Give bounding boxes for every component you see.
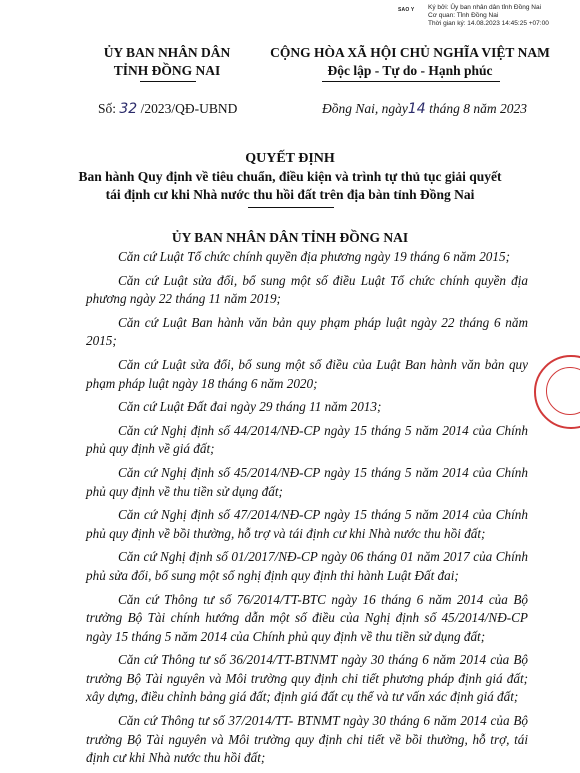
date-suffix: tháng 8 năm 2023	[429, 101, 527, 116]
handwritten-number: 32	[119, 101, 138, 117]
legal-basis-item: Căn cứ Thông tư số 37/2014/TT- BTNMT ngày 30 tháng 6 năm 2014 của Bộ trưởng Bộ Tài nguyên và Môi trường quy định chi tiết về bồi thường, hỗ trợ, tái định cư khi Nhà nước thu hồi đất;	[86, 713, 528, 766]
motto: Độc lập - Tự do - Hạnh phúc	[327, 63, 493, 78]
legal-basis-item: Căn cứ Luật sửa đổi, bổ sung một số điều Luật Tổ chức chính quyền địa phương ngày 22 tháng 11 năm 2019;	[86, 272, 528, 307]
legal-basis-item: Căn cứ Thông tư số 36/2014/TT-BTNMT ngày 30 tháng 6 năm 2014 của Bộ trưởng Bộ Tài nguyên và Môi trường quy định chi tiết phương pháp định giá đất; xây dựng, điều chỉnh bảng giá đất; định giá đất cụ thể và tư vấn xác định giá đất;	[86, 652, 528, 705]
issuing-authority	[92, 44, 242, 80]
signature-time: Thời gian ký: 14.08.2023 14:45:25 +07:00	[428, 20, 549, 27]
copy-label: SAO Y	[398, 7, 415, 13]
subtitle-line-2: tái định cư khi Nhà nước thu hồi đất trên địa bàn tỉnh Đồng Nai	[105, 187, 475, 202]
legal-basis-item: Căn cứ Nghị định số 01/2017/NĐ-CP ngày 06 tháng 01 năm 2017 của Chính phủ sửa đổi, bổ sung một số nghị định quy định thi hành Luật Đất đai;	[86, 549, 528, 583]
legal-basis-item: Căn cứ Luật Đất đai ngày 29 tháng 11 năm 2013;	[118, 399, 382, 415]
country-name: CỘNG HÒA XÃ HỘI CHỦ NGHĨA VIỆT NAM	[270, 45, 550, 60]
signature-signer: Ký bởi: Ủy ban nhân dân tỉnh Đồng Nai	[428, 4, 542, 11]
national-motto	[250, 44, 570, 80]
issuing-body-heading: ỦY BAN NHÂN DÂN TỈNH ĐỒNG NAI	[171, 230, 409, 245]
date-prefix: Đồng Nai, ngày	[322, 101, 408, 116]
handwritten-day: 14	[407, 101, 426, 117]
red-seal-stamp	[534, 355, 580, 429]
document-date	[322, 101, 527, 117]
digital-signature-block	[398, 4, 578, 28]
authority-line-2: TỈNH ĐỒNG NAI	[113, 63, 221, 78]
authority-line-1: ỦY BAN NHÂN DÂN	[103, 45, 231, 60]
document-header	[0, 44, 580, 84]
authority-underline	[140, 81, 196, 82]
subtitle-line-1: Ban hành Quy định về tiêu chuẩn, điều kiện và trình tự thủ tục giải quyết	[78, 169, 502, 184]
document-title: QUYẾT ĐỊNH	[245, 151, 335, 166]
legal-basis-item: Căn cứ Luật sửa đổi, bổ sung một số điều của Luật Ban hành văn bản quy phạm pháp luật ngày 18 tháng 6 năm 2020;	[86, 356, 528, 391]
legal-basis-item: Căn cứ Nghị định số 47/2014/NĐ-CP ngày 15 tháng 5 năm 2014 của Chính phủ quy định về bồi thường, hỗ trợ và tái định cư khi Nhà nước thu hồi đất;	[86, 507, 528, 541]
subtitle-underline	[248, 207, 334, 208]
motto-underline	[322, 81, 500, 82]
signature-agency: Cơ quan: Tỉnh Đồng Nai	[428, 12, 499, 19]
document-subtitle	[60, 168, 520, 204]
legal-basis-item: Căn cứ Thông tư số 76/2014/TT-BTC ngày 16 tháng 6 năm 2014 của Bộ trưởng Bộ Tài chính hướng dẫn một số điều của Nghị định số 45/2014/NĐ-CP ngày 15 tháng 5 năm 2014 của Chính phủ quy định về thu tiền sử dụng đất;	[86, 591, 528, 644]
legal-basis-item: Căn cứ Luật Tổ chức chính quyền địa phương ngày 19 tháng 6 năm 2015;	[118, 249, 510, 264]
legal-basis-item: Căn cứ Nghị định số 44/2014/NĐ-CP ngày 15 tháng 5 năm 2014 của Chính phủ quy định về giá đất;	[86, 422, 528, 457]
legal-basis-item: Căn cứ Luật Ban hành văn bản quy phạm pháp luật ngày 22 tháng 6 năm 2015;	[86, 314, 528, 349]
document-number	[98, 101, 237, 117]
number-prefix: Số:	[98, 101, 117, 116]
legal-basis-item: Căn cứ Nghị định số 45/2014/NĐ-CP ngày 15 tháng 5 năm 2014 của Chính phủ quy định về thu tiền sử dụng đất;	[86, 464, 528, 499]
number-suffix: /2023/QĐ-UBND	[140, 101, 238, 116]
legal-basis-list	[86, 248, 528, 773]
